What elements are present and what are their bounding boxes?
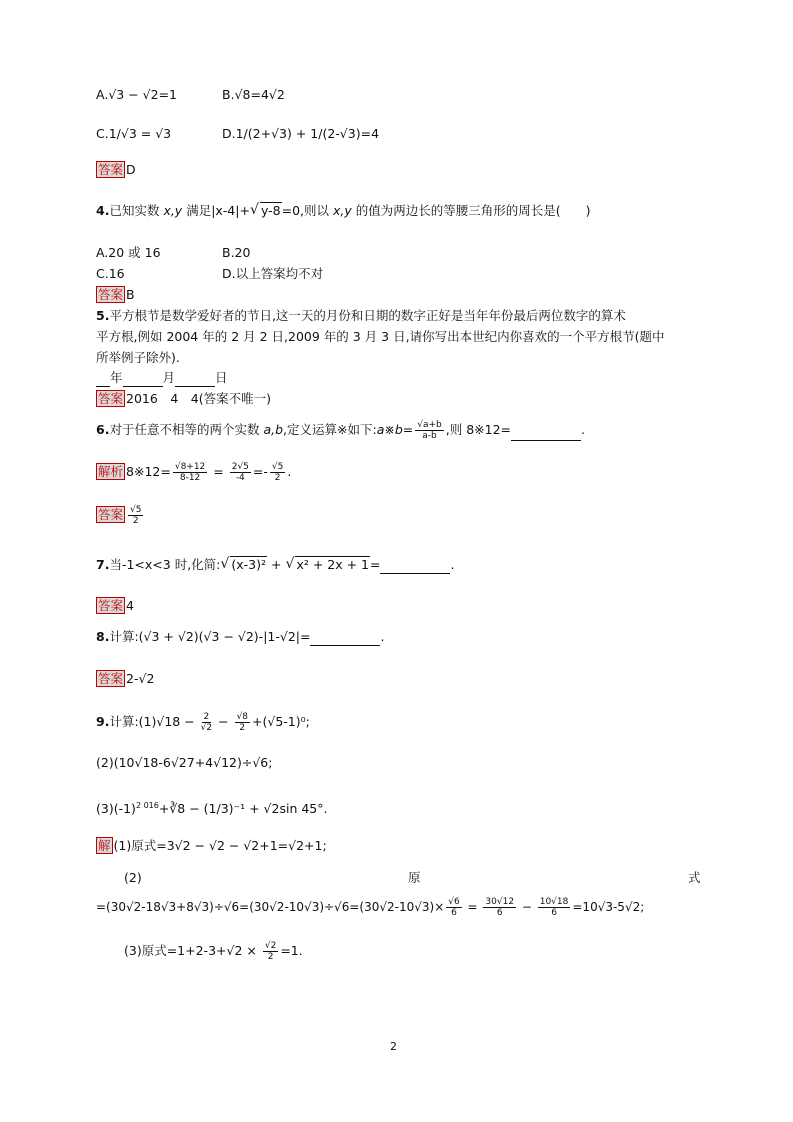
answer-tag: 答案 [98, 507, 124, 522]
q9-solution-1: 解 (1)原式=3√2 − √2 − √2+1=√2+1; [98, 838, 327, 853]
q6-solution: 解析 8※12= $\frac{√8+12}{8-12}$ = $\frac{2√5}{-4}$ =- $\frac{√5}{2}$ . [98, 462, 292, 483]
q9-part3: $(3)(-1)^{2 016}+∛8 - (1/3)^{-1} + √2\sin$ 45°. [96, 801, 328, 817]
q5-answer: 答案 2016 4 4(答案不唯一) [98, 391, 271, 406]
fraction: $\frac{√2}{2}$ [264, 941, 277, 962]
q8-answer: 答案 2-√2 [98, 671, 155, 686]
q5-line2: 平方根,例如 2004 年的 2 月 2 日,2009 年的 3 月 3 日,请你写出本世纪内你喜欢的一个平方根节(题中 [96, 329, 665, 344]
q5-line3: 所举例子除外). [96, 350, 180, 365]
fraction: $\frac{√5}{2}$ [130, 505, 142, 526]
q3-option-b: B.√8=4√2 [222, 87, 285, 102]
fraction: $\frac{10√18}{6}$ [539, 897, 569, 918]
q3-answer: 答案 D [98, 162, 136, 177]
q9-part1: 9.计算:(1)√18 − $\frac{2}{√2}$ − $\frac{√8}{2}$ +(√5-1)⁰; [96, 712, 310, 733]
q5-blanks: 年 月 日 [96, 369, 228, 387]
q4-option-c: C.16 [96, 266, 125, 281]
q9-part2: (2)(10√18-6√27+4√12)÷√6; [96, 755, 273, 770]
q3-option-a: A.√3 − √2=1 [96, 87, 177, 102]
q4-option-d: D.以上答案均不对 [222, 266, 324, 281]
q4-answer: 答案 B [98, 287, 135, 302]
q7-stem: 7.当-1<x<3 时,化简:√ (x-3)² + √ x² + 2x + 1= . [96, 556, 454, 574]
solution-tag: 解 [98, 838, 111, 853]
q9-solution-3: (3)原式=1+2-3+√2 × $\frac{√2}{2}$ =1. [124, 941, 303, 962]
fraction: $\frac{√5}{2}$ [271, 462, 284, 483]
radical: √ x² + 2x + 1 [285, 556, 370, 574]
q4-option-a: A.20 或 16 [96, 245, 161, 260]
q8-stem: 8.计算:(√3 + √2)(√3 − √2)-|1-√2|= . [96, 629, 385, 644]
fraction: $\frac{√8}{2}$ [236, 712, 249, 733]
q9-solution-2-mid: 原 [408, 870, 421, 885]
fraction: $\frac{2}{√2}$ [200, 712, 213, 733]
q6-answer [96, 505, 145, 526]
fraction: $\frac{√6}{6}$ [448, 897, 460, 918]
q4-option-b: B.20 [222, 245, 251, 260]
q9-solution-2-label: (2) [124, 870, 142, 885]
radical: √ (x-3)² [220, 556, 267, 574]
q5-line1: 5.平方根节是数学爱好者的节日,这一天的月份和日期的数字正好是当年年份最后两位数字的算术 [96, 308, 626, 323]
fraction: $\frac{2√5}{-4}$ [231, 462, 249, 483]
q9-solution-2: =(30√2-18√3+8√3)÷√6=(30√2-10√3)÷√6=(30√2-10√3)× $\frac{√6}{6}$ = $\frac{30√12}{6}$ − $\frac{10√18}{6}$ =10√3-5√2; [96, 897, 645, 918]
answer-tag: 答案 [98, 391, 124, 406]
answer-tag: 答案 [98, 287, 124, 302]
q6-stem: 6.对于任意不相等的两个实数 a,b,定义运算※如下:a※b= $\frac{√a+b}{a-b}$ ,则 8※12= . [96, 420, 585, 441]
fraction: $\frac{30√12}{6}$ [485, 897, 515, 918]
solution-tag: 解析 [98, 464, 124, 479]
radical: √ y-8 [250, 202, 282, 220]
answer-tag: 答案 [98, 671, 124, 686]
fraction: $\frac{√a+b}{a-b}$ [417, 420, 442, 441]
answer-tag: 答案 [98, 598, 124, 613]
q7-answer: 答案 4 [98, 598, 134, 613]
fraction: $\frac{√8+12}{8-12}$ [174, 462, 206, 483]
page-number: 2 [390, 1040, 397, 1053]
q3-option-c: C.1/√3 = √3 [96, 126, 172, 141]
answer-tag: 答案 [98, 162, 124, 177]
q9-solution-2-end: 式 [688, 870, 701, 885]
q3-option-d: D.1/(2+√3) + 1/(2-√3)=4 [222, 126, 380, 141]
q4-stem: 4.已知实数 x,y 满足|x-4|+√ y-8=0,则以 x,y 的值为两边长的等腰三角形的周长是( ) [96, 202, 591, 220]
